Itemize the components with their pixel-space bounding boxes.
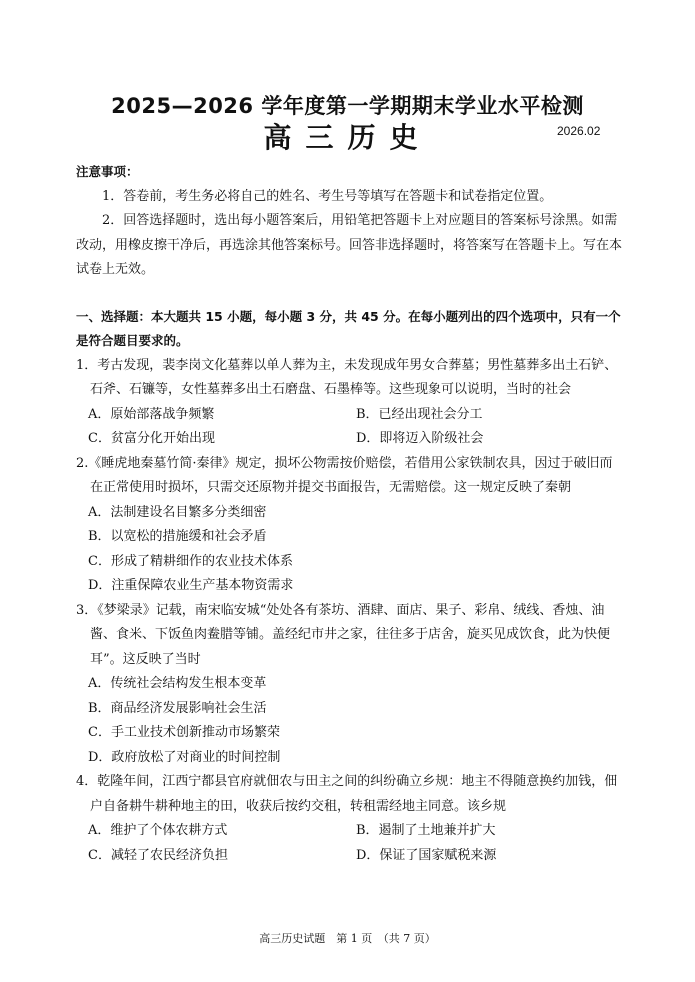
subject-title: 高三历史	[263, 121, 432, 154]
option-d: D．注重保障农业生产基本物资需求	[88, 578, 294, 593]
question-3	[76, 599, 624, 771]
option-a: A．传统社会结构发生根本变革	[88, 676, 267, 691]
section-heading: 一、选择题：本大题共 15 小题，每小题 3 分，共 45 分。在每小题列出的四个选项中，只有一个是符合题目要求的。	[76, 308, 621, 348]
option-d: D．即将迈入阶级社会	[356, 431, 484, 446]
notice-heading: 注意事项：	[76, 164, 139, 179]
question-1	[76, 354, 624, 452]
question-stem: 2.《睡虎地秦墓竹简·秦律》规定，损坏公物需按价赔偿，若借用公家铁制农具，因过于破旧而在正常使用时损坏，只需交还原物并提交书面报告，无需赔偿。这一规定反映了秦朝	[76, 455, 613, 495]
option-d: D．保证了国家赋税来源	[356, 847, 497, 863]
question-stem: 1．考古发现，裴李岗文化墓葬以单人葬为主，未发现成年男女合葬墓；男性墓葬多出土石铲、石斧、石镰等，女性墓葬多出土石磨盘、石墨棒等。这些现象可以说明，当时的社会	[76, 357, 618, 397]
question-stem: 3．《梦梁录》记载，南宋临安城“处处各有茶坊、酒肆、面店、果子、彩帛、绒线、香烛、油酱、食米、下饭鱼肉鲞腊等铺。盖经纪市井之家，往往多于店舍，旋买见成饮食，此为快便耳”。这反映了当时	[76, 602, 611, 667]
exam-date: 2026.02	[557, 124, 601, 138]
option-a: A．原始部落战争频繁	[88, 406, 215, 422]
option-b: B．以宽松的措施缓和社会矛盾	[88, 529, 267, 544]
question-2	[76, 452, 624, 599]
option-d: D．政府放松了对商业的时间控制	[88, 749, 281, 765]
question-stem: 4．乾隆年间，江西宁都县官府就佃农与田主之间的纠纷确立乡规：地主不得随意换约加钱，佃户自备耕牛耕种地主的田，收获后按约交租，转租需经地主同意。该乡规	[76, 774, 618, 814]
page-footer: 高三历史试题 第 1 页 （共 7 页）	[259, 932, 436, 945]
question-4	[76, 770, 624, 868]
notice-item: 2．回答选择题时，选出每小题答案后，用铅笔把答题卡上对应题目的答案标号涂黑。如需改动，用橡皮擦干净后，再选涂其他答案标号。回答非选择题时，将答案写在答题卡上。写在本试卷上无效。	[76, 213, 623, 277]
option-a: A．维护了个体农耕方式	[88, 823, 228, 838]
option-c: C．贫富分化开始出现	[88, 431, 215, 446]
exam-content	[76, 160, 624, 868]
option-c: C．减轻了农民经济负担	[88, 847, 228, 863]
option-b: B．已经出现社会分工	[356, 406, 483, 422]
exam-title: 2025—2026 学年度第一学期期末学业水平检测	[111, 94, 584, 118]
notice-item: 1．答卷前，考生务必将自己的姓名、考生号等填写在答题卡和试卷指定位置。	[102, 188, 553, 204]
option-b: B．商品经济发展影响社会生活	[88, 700, 267, 716]
option-c: C．手工业技术创新推动市场繁荣	[88, 725, 280, 740]
option-b: B．遏制了土地兼并扩大	[356, 823, 496, 838]
option-c: C．形成了精耕细作的农业技术体系	[88, 553, 293, 569]
option-a: A．法制建设名目繁多分类细密	[88, 504, 267, 520]
